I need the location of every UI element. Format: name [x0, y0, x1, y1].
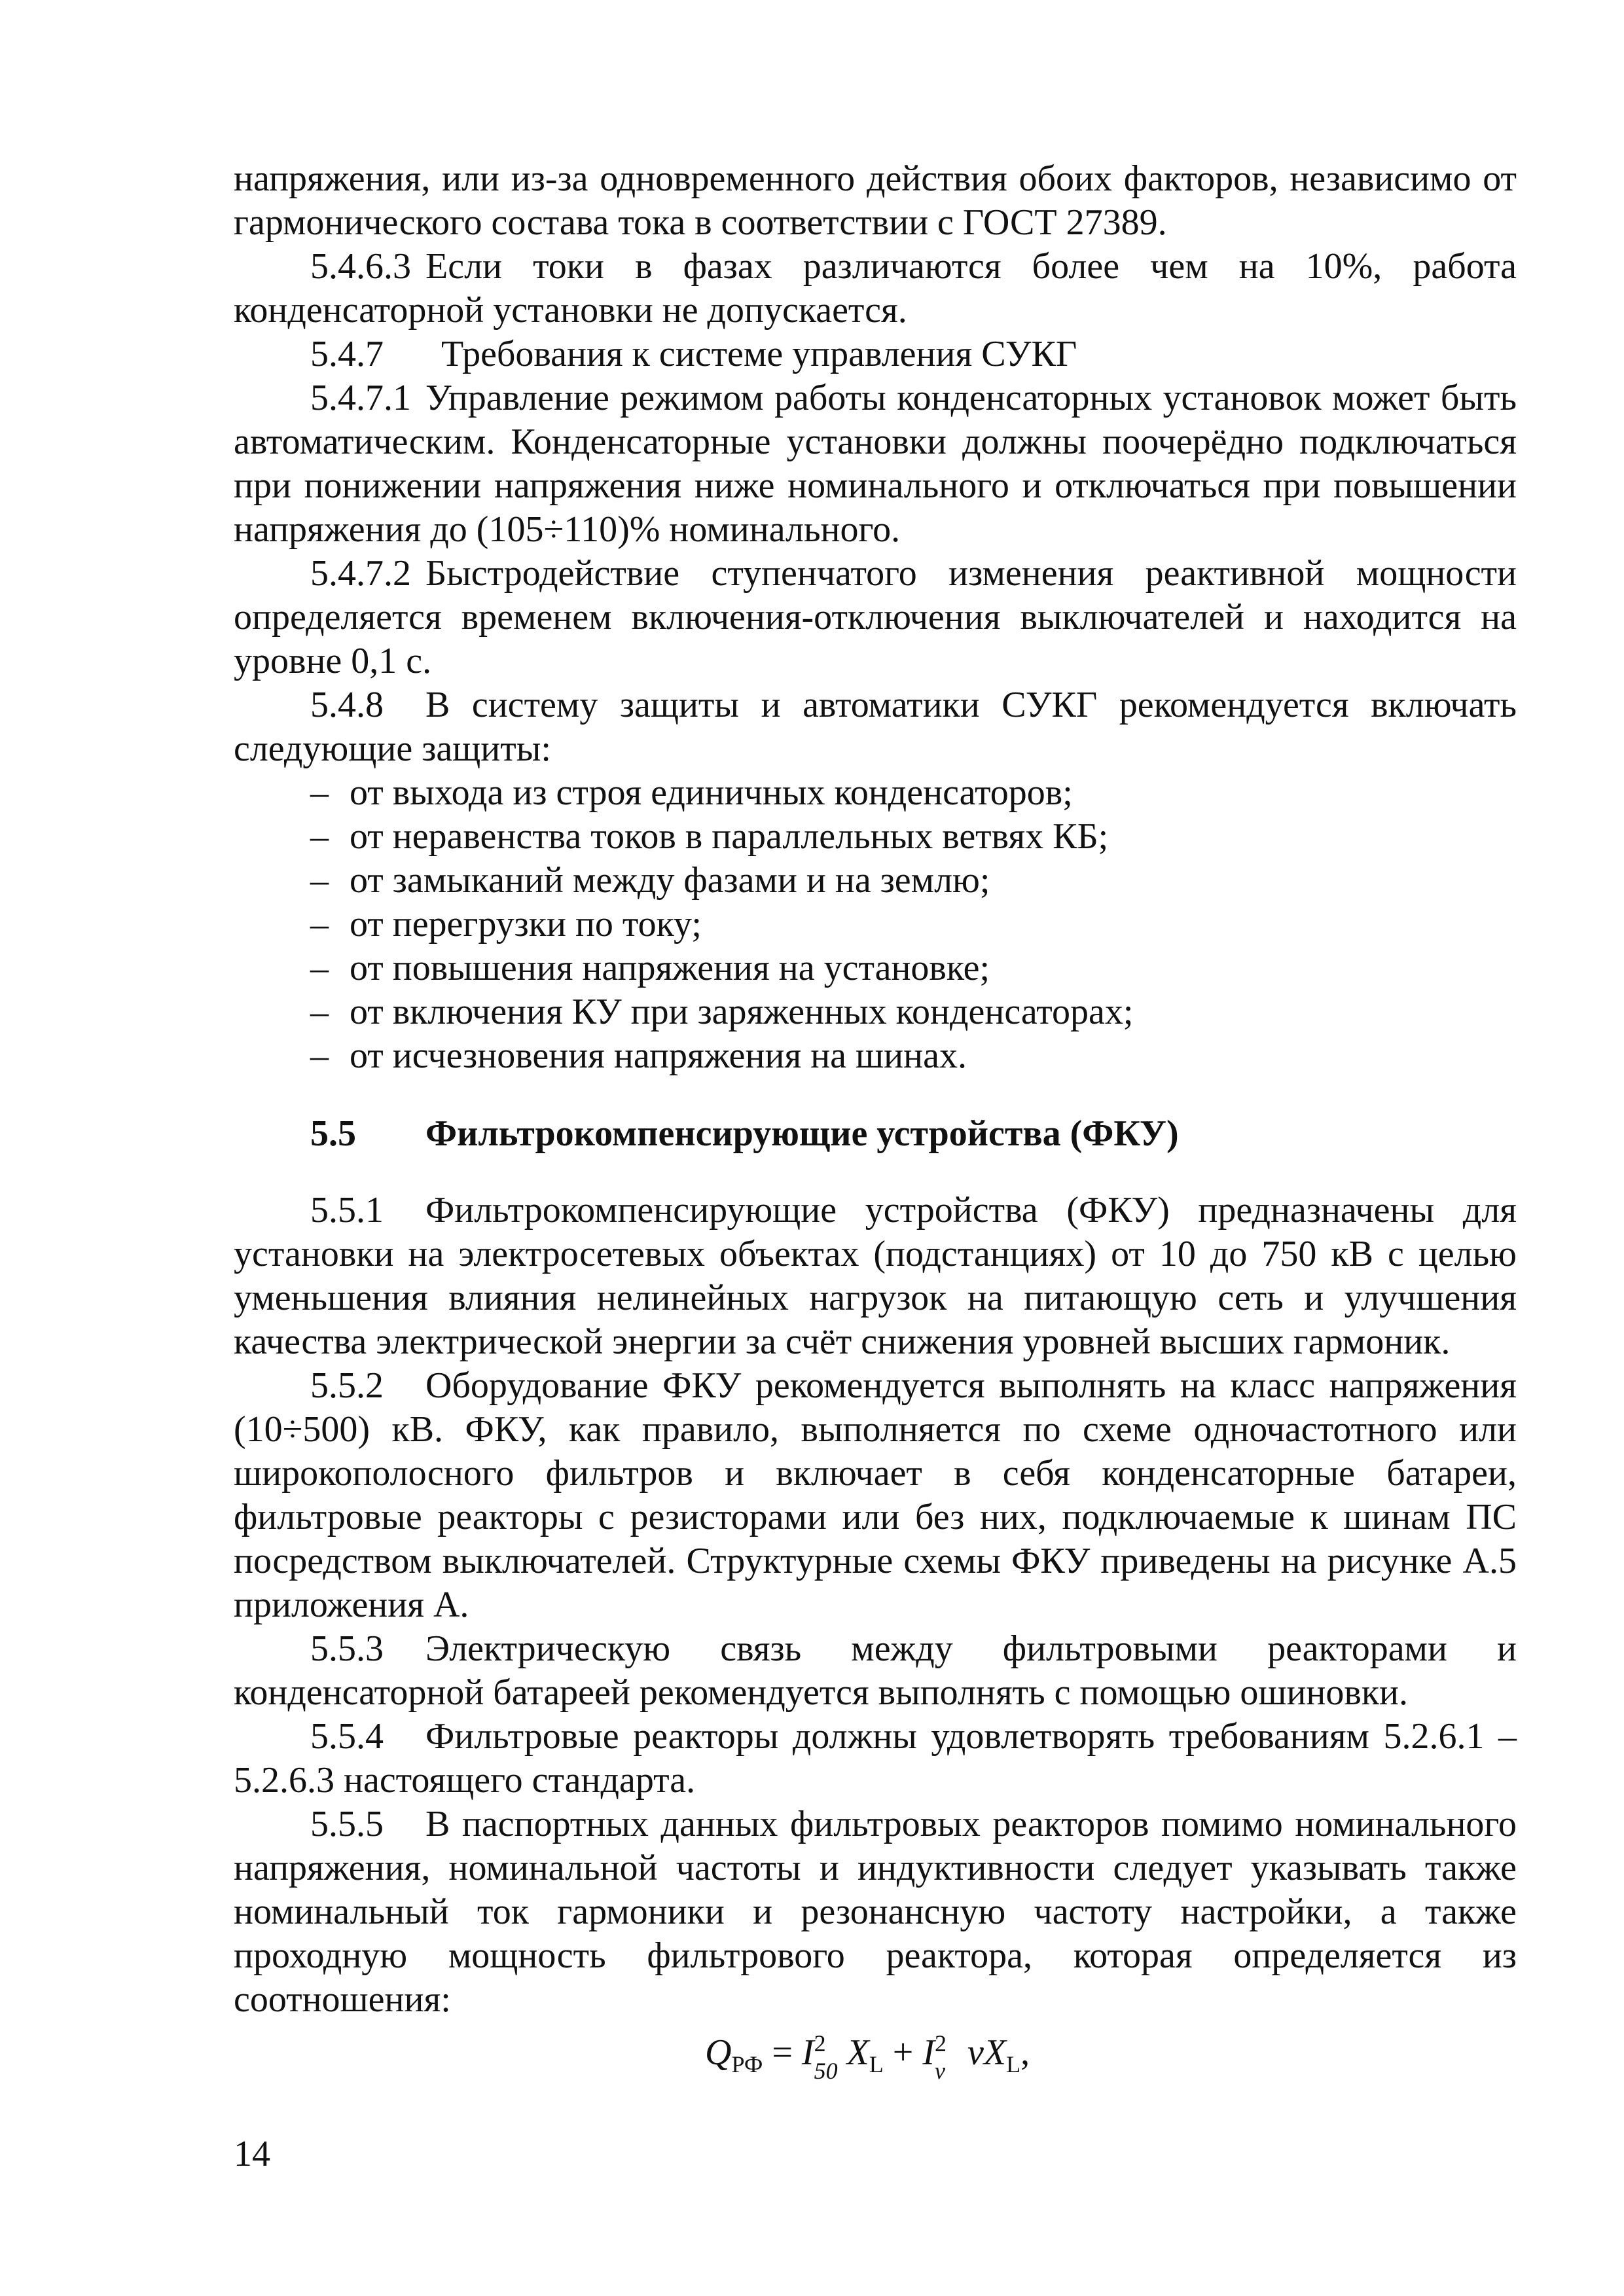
- page-number: 14: [234, 2134, 270, 2174]
- clause-text: Фильтрокомпенсирующие устройства (ФКУ) предназначены для установки на электросетевых объектах (подстанциях) от 10 до 750 кВ с целью уменьшения влияния нелинейных нагрузок на питающую сеть и улучшения качества электрической энергии за счёт снижения уровней высших гармоник.: [234, 1190, 1517, 1362]
- formula-q-subscript: РФ: [731, 2051, 763, 2077]
- paragraph-5-4-7: [234, 332, 1517, 376]
- section-number: 5.5: [310, 1113, 356, 1154]
- formula-plus: +: [883, 2032, 923, 2073]
- paragraph-5-5-4: [234, 1715, 1517, 1803]
- paragraph-5-5-3: [234, 1627, 1517, 1715]
- formula-i-50-indices: [814, 2030, 847, 2084]
- protection-list: [234, 771, 1517, 1078]
- paragraph-continuation: напряжения, или из-за одновременного действия обоих факторов, независимо от гармонического состава тока в соответствии с ГОСТ 27389.: [234, 158, 1517, 243]
- formula-q: Q: [705, 2032, 732, 2073]
- clause-number: 5.5.2: [310, 1365, 384, 1406]
- list-item: [234, 903, 1517, 946]
- section-heading: [234, 1112, 1517, 1156]
- formula-i-nu-indices: [935, 2030, 967, 2084]
- list-item-text: от включения КУ при заряженных конденсаторах;: [350, 992, 1134, 1032]
- clause-number: 5.4.6.3: [310, 246, 411, 287]
- list-item: [234, 990, 1517, 1034]
- list-dash: –: [310, 948, 329, 988]
- list-dash: –: [310, 772, 329, 813]
- formula-subscript-l: L: [1006, 2051, 1021, 2077]
- paragraph-5-5-1: [234, 1189, 1517, 1364]
- clause-text: В систему защиты и автоматики СУКГ рекомендуется включать следующие защиты:: [234, 685, 1517, 769]
- list-item: [234, 771, 1517, 815]
- list-dash: –: [310, 860, 329, 901]
- clause-number: 5.5.4: [310, 1716, 384, 1757]
- list-item-text: от неравенства токов в параллельных ветвях КБ;: [350, 816, 1109, 857]
- clause-number: 5.5.1: [310, 1190, 384, 1230]
- formula-subscript-l: L: [869, 2051, 884, 2077]
- paragraph-5-4-7-1: [234, 376, 1517, 552]
- clause-number: 5.4.7.2: [310, 553, 411, 594]
- clause-text: Фильтровые реакторы должны удовлетворять требованиям 5.2.6.1 – 5.2.6.3 настоящего стандарта.: [234, 1716, 1517, 1801]
- formula-i-50: I: [801, 2032, 814, 2073]
- clause-number: 5.4.7.1: [310, 378, 411, 418]
- paragraph-5-4-8: [234, 683, 1517, 771]
- list-item-text: от перегрузки по току;: [350, 904, 702, 944]
- clause-number: 5.5.5: [310, 1804, 384, 1844]
- formula-expression: [705, 2031, 1030, 2087]
- formula-i-nu: I: [922, 2032, 935, 2073]
- list-dash: –: [310, 1035, 329, 1076]
- list-item-text: от замыканий между фазами и на землю;: [350, 860, 990, 901]
- formula-subscript-50: 50: [814, 2058, 838, 2084]
- formula-superscript-2: 2: [814, 2030, 826, 2056]
- clause-text: Оборудование ФКУ рекомендуется выполнять на класс напряжения (10÷500) кВ. ФКУ, как правило, выполняется по схеме одночастотного или широкополосного фильтров и включает в себя конденсаторные батареи, фильтровые реакторы с резисторами или без них, подключаемые к шинам ПС посредством выключателей. Структурные схемы ФКУ приведены на рисунке А.5 приложения А.: [234, 1365, 1517, 1625]
- page-body: [234, 157, 1517, 2086]
- clause-text: Требования к системе управления СУКГ: [441, 334, 1077, 374]
- formula-subscript-nu: ν: [935, 2058, 946, 2084]
- list-dash: –: [310, 904, 329, 944]
- formula-superscript-2: 2: [935, 2030, 947, 2056]
- formula-x-l: X: [983, 2032, 1007, 2073]
- clause-text: В паспортных данных фильтровых реакторов помимо номинального напряжения, номинальной частоты и индуктивности следует указывать также номинальный ток гармоники и резонансную частоту настройки, а также проходную мощность фильтрового реактора, которая определяется из соотношения:: [234, 1804, 1517, 2020]
- formula-x-l: X: [846, 2032, 869, 2073]
- paragraph-5-5-2: [234, 1364, 1517, 1627]
- list-item: [234, 946, 1517, 990]
- list-item: [234, 815, 1517, 859]
- formula-comma: ,: [1020, 2032, 1030, 2073]
- section-title: Фильтрокомпенсирующие устройства (ФКУ): [425, 1113, 1179, 1154]
- list-item-text: от выхода из строя единичных конденсаторов;: [350, 772, 1073, 813]
- list-item-text: от повышения напряжения на установке;: [350, 948, 990, 988]
- clause-text: Электрическую связь между фильтровыми реакторами и конденсаторной батареей рекомендуется выполнять с помощью ошиновки.: [234, 1628, 1517, 1713]
- paragraph-5-4-7-2: [234, 552, 1517, 683]
- list-item-text: от исчезновения напряжения на шинах.: [350, 1035, 967, 1076]
- clause-text: Быстродействие ступенчатого изменения реактивной мощности определяется временем включения-отключения выключателей и находится на уровне 0,1 с.: [234, 553, 1517, 681]
- formula-equals: =: [763, 2032, 802, 2073]
- list-dash: –: [310, 992, 329, 1032]
- clause-text: Управление режимом работы конденсаторных установок может быть автоматическим. Конденсаторные установки должны поочерёдно подключаться при понижении напряжения ниже номинального и отключаться при повышении напряжения до (105÷110)% номинального.: [234, 378, 1517, 550]
- formula-nu: ν: [967, 2032, 984, 2073]
- paragraph-5-5-5: [234, 1803, 1517, 2022]
- clause-number: 5.4.8: [310, 685, 384, 725]
- formula-passthrough-power: [234, 2027, 1517, 2086]
- clause-number: 5.5.3: [310, 1628, 384, 1669]
- paragraph-5-4-6-3: [234, 245, 1517, 332]
- list-dash: –: [310, 816, 329, 857]
- list-item: [234, 1034, 1517, 1078]
- list-item: [234, 859, 1517, 903]
- clause-text: Если токи в фазах различаются более чем на 10%, работа конденсаторной установки не допускается.: [234, 246, 1517, 331]
- clause-number: 5.4.7: [310, 334, 384, 374]
